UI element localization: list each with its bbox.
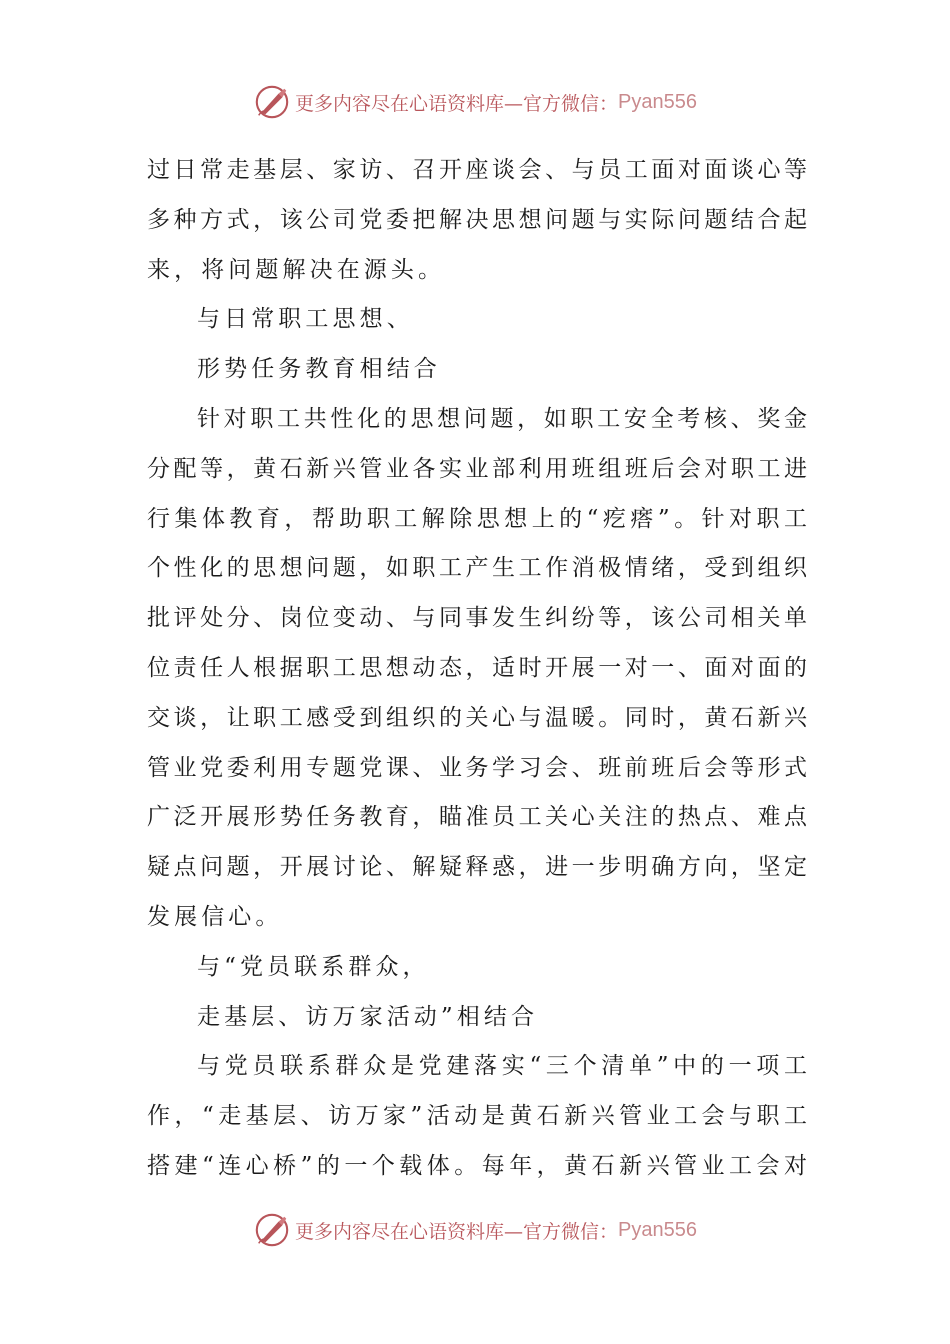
body-line: 针对职工共性化的思想问题，如职工安全考核、奖金 — [197, 405, 807, 432]
body-line: 广泛开展形势任务教育，瞄准员工关心关注的热点、难点 — [147, 804, 807, 831]
document-body — [147, 146, 807, 1192]
section-heading-line: 走基层、访万家活动”相结合 — [197, 1003, 539, 1030]
body-line: 过日常走基层、家访、召开座谈会、与员工面对面谈心等 — [147, 157, 807, 183]
watermark-header — [0, 82, 950, 122]
body-line: 分配等，黄石新兴管业各实业部利用班组班后会对职工进 — [147, 455, 807, 482]
body-line: 来，将问题解决在源头。 — [147, 256, 446, 283]
body-line: 作，“走基层、访万家”活动是黄石新兴管业工会与职工 — [147, 1103, 807, 1130]
body-line: 搭建“连心桥”的一个载体。每年，黄石新兴管业工会对 — [147, 1152, 807, 1179]
pen-nib-logo-icon — [253, 83, 291, 121]
body-line: 与党员联系群众是党建落实“三个清单”中的一项工 — [197, 1053, 807, 1080]
watermark-text: 更多内容尽在心语资料库—官方微信： — [295, 92, 619, 115]
body-line: 管业党委利用专题党课、业务学习会、班前班后会等形式 — [147, 754, 807, 781]
body-line: 个性化的思想问题，如职工产生工作消极情绪，受到组织 — [147, 555, 807, 582]
watermark-wechat-id: Pyan556 — [618, 1218, 697, 1241]
body-line: 发展信心。 — [147, 903, 283, 930]
body-line: 疑点问题，开展讨论、解疑释惑，进一步明确方向，坚定 — [147, 854, 807, 881]
section-heading-line: 与日常职工思想、 — [197, 306, 414, 333]
pen-nib-logo-icon — [253, 1211, 291, 1249]
watermark-wechat-id: Pyan556 — [618, 90, 697, 113]
section-heading-line: 与“党员联系群众， — [197, 953, 430, 980]
section-heading-line: 形势任务教育相结合 — [197, 356, 441, 383]
body-line: 交谈，让职工感受到组织的关心与温暖。同时，黄石新兴 — [147, 704, 807, 731]
watermark-text: 更多内容尽在心语资料库—官方微信： — [295, 1220, 619, 1243]
body-line: 批评处分、岗位变动、与同事发生纠纷等，该公司相关单 — [147, 605, 807, 632]
body-line: 行集体教育，帮助职工解除思想上的“疙瘩”。针对职工 — [147, 505, 807, 532]
watermark-footer — [0, 1210, 950, 1250]
body-line: 位责任人根据职工思想动态，适时开展一对一、面对面的 — [147, 654, 807, 681]
body-line: 多种方式，该公司党委把解决思想问题与实际问题结合起 — [147, 206, 807, 233]
